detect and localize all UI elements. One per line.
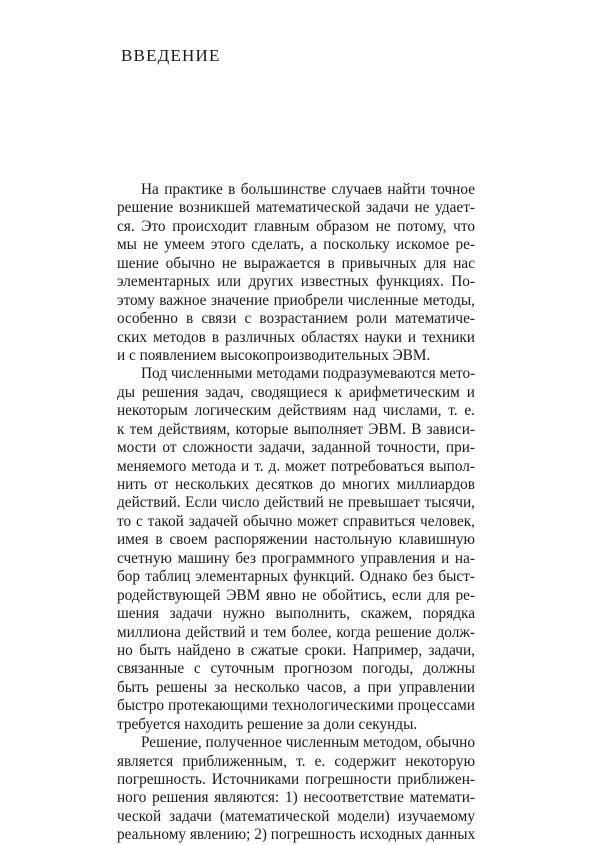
- text-line: некоторым логическим действиям над числами, т. е.: [117, 402, 475, 420]
- text-line: ся. Это происходит главным образом не потому, что: [117, 217, 475, 235]
- text-line: шение обычно не выражается в привычных для нас: [117, 254, 475, 272]
- text-line: то с такой задачей обычно может справиться человек,: [117, 512, 475, 530]
- text-line: к тем действиям, которые выполняет ЭВМ. В зависи-: [117, 420, 475, 438]
- text-line: Решение, полученное численным методом, обычно: [141, 734, 475, 752]
- text-line: На практике в большинстве случаев найти точное: [141, 181, 475, 198]
- text-line: погрешность. Источниками погрешности приближен-: [117, 771, 475, 788]
- text-line: бор таблиц элементарных функций. Однако без быст-: [117, 568, 475, 586]
- text-line: мы не умеем этого сделать, а поскольку искомое ре-: [117, 236, 475, 254]
- text-line: но быть найдено в сжатые сроки. Например, задачи,: [117, 641, 475, 659]
- text-line: мости от сложности задачи, заданной точности, при-: [117, 439, 475, 457]
- text-line: решение возникшей математической задачи не удает-: [117, 199, 475, 217]
- text-line: ских методов в различных областях науки и техники: [117, 328, 475, 346]
- text-line: имея в своем распоряжении настольную клавишную: [117, 531, 475, 549]
- text-line: реальному явлению; 2) погрешность исходных данных: [117, 826, 475, 844]
- chapter-heading: ВВЕДЕНИЕ: [121, 46, 221, 65]
- text-line: элементарных или других известных функциях. По-: [117, 273, 475, 291]
- text-line: ного решения являются: 1) несоответствие математи-: [117, 789, 475, 807]
- text-line: ды решения задач, сводящиеся к арифметическим и: [117, 383, 475, 401]
- text-line: нить от нескольких десятков до многих миллиардов: [117, 476, 475, 493]
- text-line: особенно в связи с возрастанием роли математиче-: [117, 310, 475, 328]
- text-line: миллиона действий и тем более, когда решение долж-: [117, 623, 475, 641]
- text-line: связанные с суточным прогнозом погоды, должны: [117, 660, 475, 678]
- text-line: шения задачи нужно выполнить, скажем, порядка: [117, 605, 475, 623]
- text-line: этому важное значение приобрели численные методы,: [117, 291, 475, 309]
- text-line: меняемого метода и т. д. может потребоваться выпол-: [117, 457, 475, 475]
- body-text: [117, 181, 475, 845]
- text-line: требуется находить решение за доли секунды.: [117, 715, 418, 733]
- text-line: быть решены за несколько часов, а при управлении: [117, 678, 475, 696]
- text-line: ческой задачи (математической модели) изучаемому: [117, 807, 475, 825]
- text-line: счетную машину без программного управления и на-: [117, 549, 475, 567]
- text-line: быстро протекающими технологическими процессами: [117, 697, 475, 715]
- text-line: родействующей ЭВМ явно не обойтись, если для ре-: [117, 586, 475, 604]
- text-line: является приближенным, т. е. содержит некоторую: [117, 752, 475, 770]
- text-line: действий. Если число действий не превышает тысячи,: [117, 494, 475, 512]
- text-line: и с появлением высокопроизводительных ЭВМ.: [117, 346, 431, 364]
- text-line: Под численными методами подразумеваются мето-: [141, 365, 475, 383]
